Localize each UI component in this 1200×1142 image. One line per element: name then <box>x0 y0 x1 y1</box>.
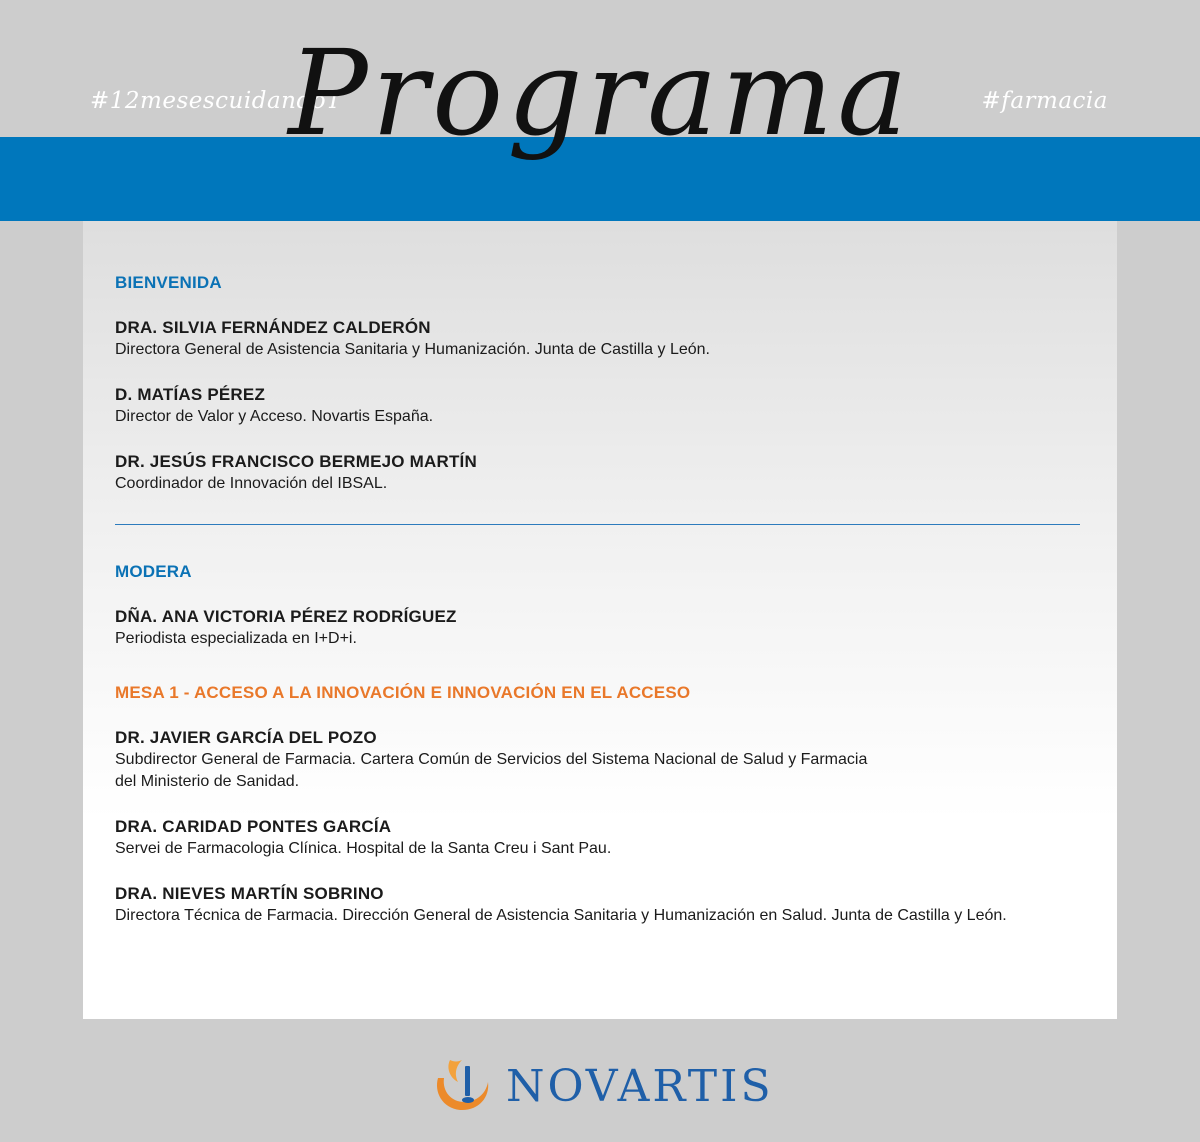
speaker-role: Periodista especializada en I+D+i. <box>115 630 357 647</box>
speaker-entry <box>115 606 1075 650</box>
section-title-bienvenida: BIENVENIDA <box>115 273 222 292</box>
speaker-name: DRA. CARIDAD PONTES GARCÍA <box>115 817 392 836</box>
program-panel <box>83 221 1117 1019</box>
novartis-wordmark: NOVARTIS <box>506 1061 774 1112</box>
speaker-role: Servei de Farmacologia Clínica. Hospital de la Santa Creu i Sant Pau. <box>115 840 612 857</box>
section-title-mesa1: MESA 1 - ACCESO A LA INNOVACIÓN E INNOVACIÓN EN EL ACCESO <box>115 683 691 702</box>
speaker-role: Directora Técnica de Farmacia. Dirección General de Asistencia Sanitaria y Humanización en Salud. Junta de Castilla y León. <box>115 907 1007 924</box>
speaker-role: Subdirector General de Farmacia. Cartera Común de Servicios del Sistema Nacional de Salud y Farmacia <box>115 751 868 768</box>
speaker-role: Directora General de Asistencia Sanitaria y Humanización. Junta de Castilla y León. <box>115 341 710 358</box>
page-title: Programa <box>288 24 912 162</box>
section-title-modera: MODERA <box>115 562 192 581</box>
speaker-entry <box>115 727 1075 793</box>
speaker-entry <box>115 384 1075 428</box>
speaker-name: DRA. NIEVES MARTÍN SOBRINO <box>115 884 384 903</box>
hashtag-left: #12mesescuidandoT <box>90 88 342 114</box>
speaker-entry <box>115 883 1075 927</box>
speaker-role: Coordinador de Innovación del IBSAL. <box>115 475 388 492</box>
speaker-entry <box>115 317 1075 361</box>
novartis-logo <box>428 1048 788 1118</box>
novartis-flame-icon <box>428 1048 498 1118</box>
speaker-entry <box>115 451 1075 495</box>
speaker-role: Director de Valor y Acceso. Novartis España. <box>115 408 434 425</box>
speaker-name: D. MATÍAS PÉREZ <box>115 385 266 404</box>
speaker-role-continued: del Ministerio de Sanidad. <box>115 773 300 790</box>
hashtag-right: #farmacia <box>981 88 1108 114</box>
speaker-name: DR. JAVIER GARCÍA DEL POZO <box>115 728 377 747</box>
speaker-name: DRA. SILVIA FERNÁNDEZ CALDERÓN <box>115 318 431 337</box>
section-divider <box>115 524 1080 525</box>
speaker-name: DÑA. ANA VICTORIA PÉREZ RODRÍGUEZ <box>115 607 457 626</box>
speaker-name: DR. JESÚS FRANCISCO BERMEJO MARTÍN <box>115 452 477 471</box>
speaker-entry <box>115 816 1075 860</box>
